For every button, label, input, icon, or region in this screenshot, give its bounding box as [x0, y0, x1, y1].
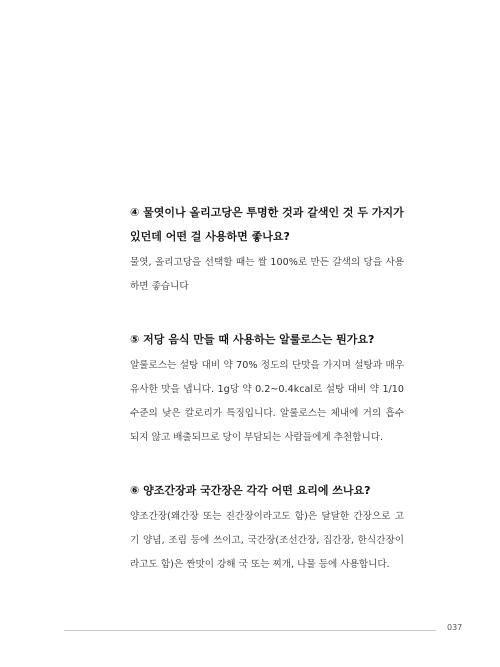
question-heading: ④ 물엿이나 올리고당은 투명한 것과 갈색인 것 두 가지가 있던데 어떤 걸 사용하면 좋나요?: [130, 206, 404, 243]
qa-section: [130, 201, 404, 577]
answer-text: 양조간장(왜간장 또는 진간장이라고도 함)은 달달한 간장으로 고기 양념, 조림 등에 쓰이고, 국간장(조선간장, 집간장, 한식간장이라고도 함)은 짠맛이 강해 국 또는 찌개, 나물 등에 사용합니다.: [130, 511, 404, 570]
answer-text: 알룰로스는 설탕 대비 약 70% 정도의 단맛을 가지며 설탕과 매우 유사한 맛을 냅니다. 1g당 약 0.2~0.4kcal로 설탕 대비 약 1/10 수준의 낮은 칼로리가 특징입니다. 알룰로스는 체내에 거의 흡수되지 않고 배출되므로 당이 부담되는 사람들에게 추천합니다.: [130, 360, 404, 443]
section-spacer: [130, 450, 404, 479]
question-heading: ⑤ 저당 음식 만들 때 사용하는 알룰로스는 뭔가요?: [130, 333, 375, 346]
page-number: 037: [447, 623, 463, 632]
qa-item: [130, 479, 404, 577]
question-heading: ⑥ 양조간장과 국간장은 각각 어떤 요리에 쓰나요?: [130, 484, 371, 497]
section-spacer: [130, 299, 404, 328]
qa-item: [130, 201, 404, 299]
answer-text: 물엿, 올리고당을 선택할 때는 쌀 100%로 만든 갈색의 당을 사용하면 좋습니다: [130, 257, 404, 292]
qa-item: [130, 328, 404, 450]
footer-divider: [64, 630, 436, 631]
